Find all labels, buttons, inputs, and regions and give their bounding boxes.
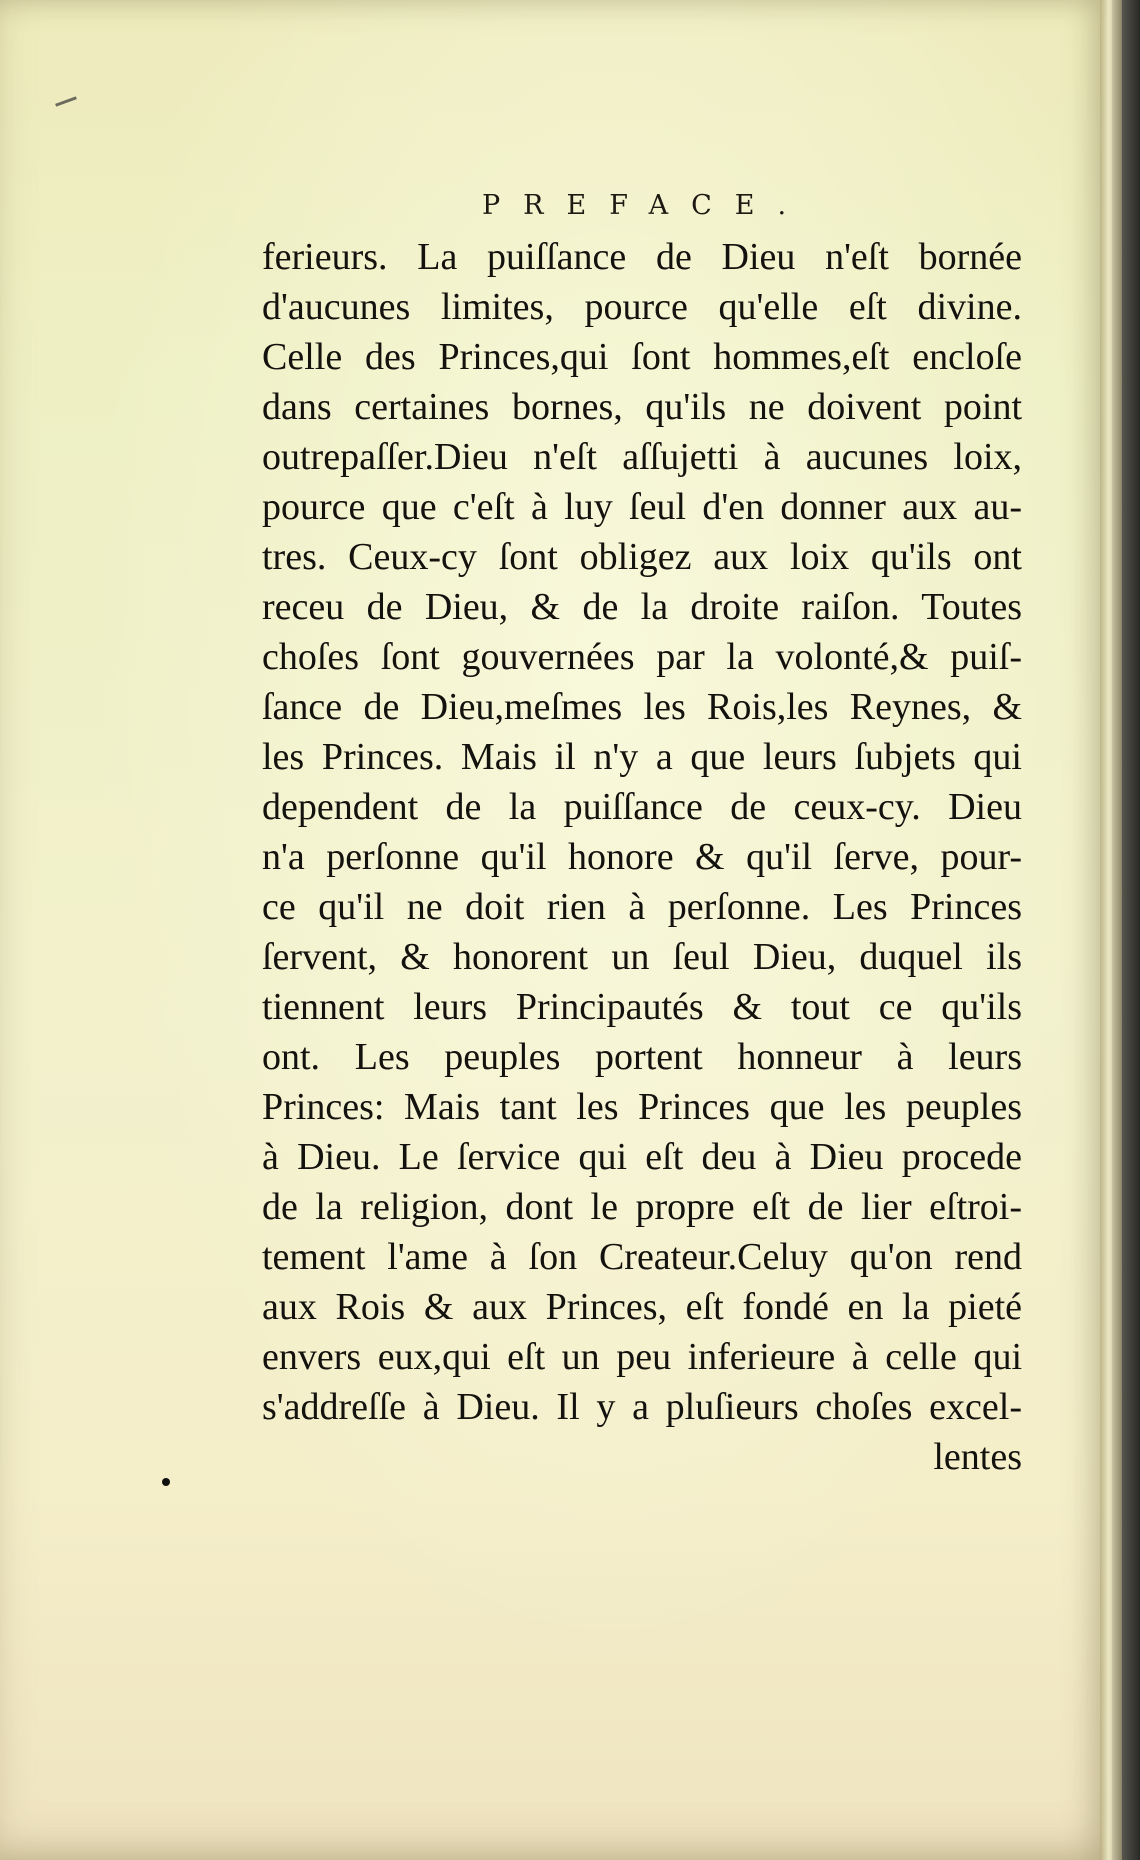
- text-line: ce qu'il ne doit rien à perſonne. Les Princes: [262, 886, 1022, 928]
- text-line: à Dieu. Le ſervice qui eſt deu à Dieu procede: [262, 1136, 1022, 1178]
- text-line: ont. Les peuples portent honneur à leurs: [262, 1036, 1022, 1078]
- ink-mark: [55, 96, 77, 106]
- text-line: outrepaſſer.Dieu n'eſt aſſujetti à aucunes loix,: [262, 436, 1022, 478]
- text-line: choſes ſont gouvernées par la volonté,& puiſ-: [262, 636, 1022, 678]
- ink-speck: [162, 1478, 170, 1486]
- text-line: Princes: Mais tant les Princes que les peuples: [262, 1086, 1022, 1128]
- text-line: tres. Ceux-cy ſont obligez aux loix qu'ils ont: [262, 536, 1022, 578]
- text-line: dans certaines bornes, qu'ils ne doivent point: [262, 386, 1022, 428]
- text-line: d'aucunes limites, pource qu'elle eſt divine.: [262, 286, 1022, 328]
- page-edge: [1100, 0, 1122, 1860]
- text-line: n'a perſonne qu'il honore & qu'il ſerve, pour-: [262, 836, 1022, 878]
- text-line: Celle des Princes,qui ſont hommes,eſt encloſe: [262, 336, 1022, 378]
- catchword: lentes: [933, 1436, 1022, 1478]
- running-head: PREFACE.: [482, 190, 810, 221]
- text-line: ſervent, & honorent un ſeul Dieu, duquel ils: [262, 936, 1022, 978]
- text-line: de la religion, dont le propre eſt de lier eſtroi-: [262, 1186, 1022, 1228]
- text-line: les Princes. Mais il n'y a que leurs ſubjets qui: [262, 736, 1022, 778]
- text-line: aux Rois & aux Princes, eſt fondé en la pieté: [262, 1286, 1022, 1328]
- text-line: s'addreſſe à Dieu. Il y a pluſieurs choſes excel-: [262, 1386, 1022, 1428]
- text-line: receu de Dieu, & de la droite raiſon. Toutes: [262, 586, 1022, 628]
- text-line: pource que c'eſt à luy ſeul d'en donner aux au-: [262, 486, 1022, 528]
- text-line: envers eux,qui eſt un peu inferieure à celle qui: [262, 1336, 1022, 1378]
- text-line: ſance de Dieu,meſmes les Rois,les Reynes, &: [262, 686, 1022, 728]
- text-line: dependent de la puiſſance de ceux-cy. Dieu: [262, 786, 1022, 828]
- body-text: [262, 232, 1022, 1482]
- text-line: ferieurs. La puiſſance de Dieu n'eſt bornée: [262, 236, 1022, 278]
- text-line: tement l'ame à ſon Createur.Celuy qu'on rend: [262, 1236, 1022, 1278]
- text-line: tiennent leurs Principautés & tout ce qu'ils: [262, 986, 1022, 1028]
